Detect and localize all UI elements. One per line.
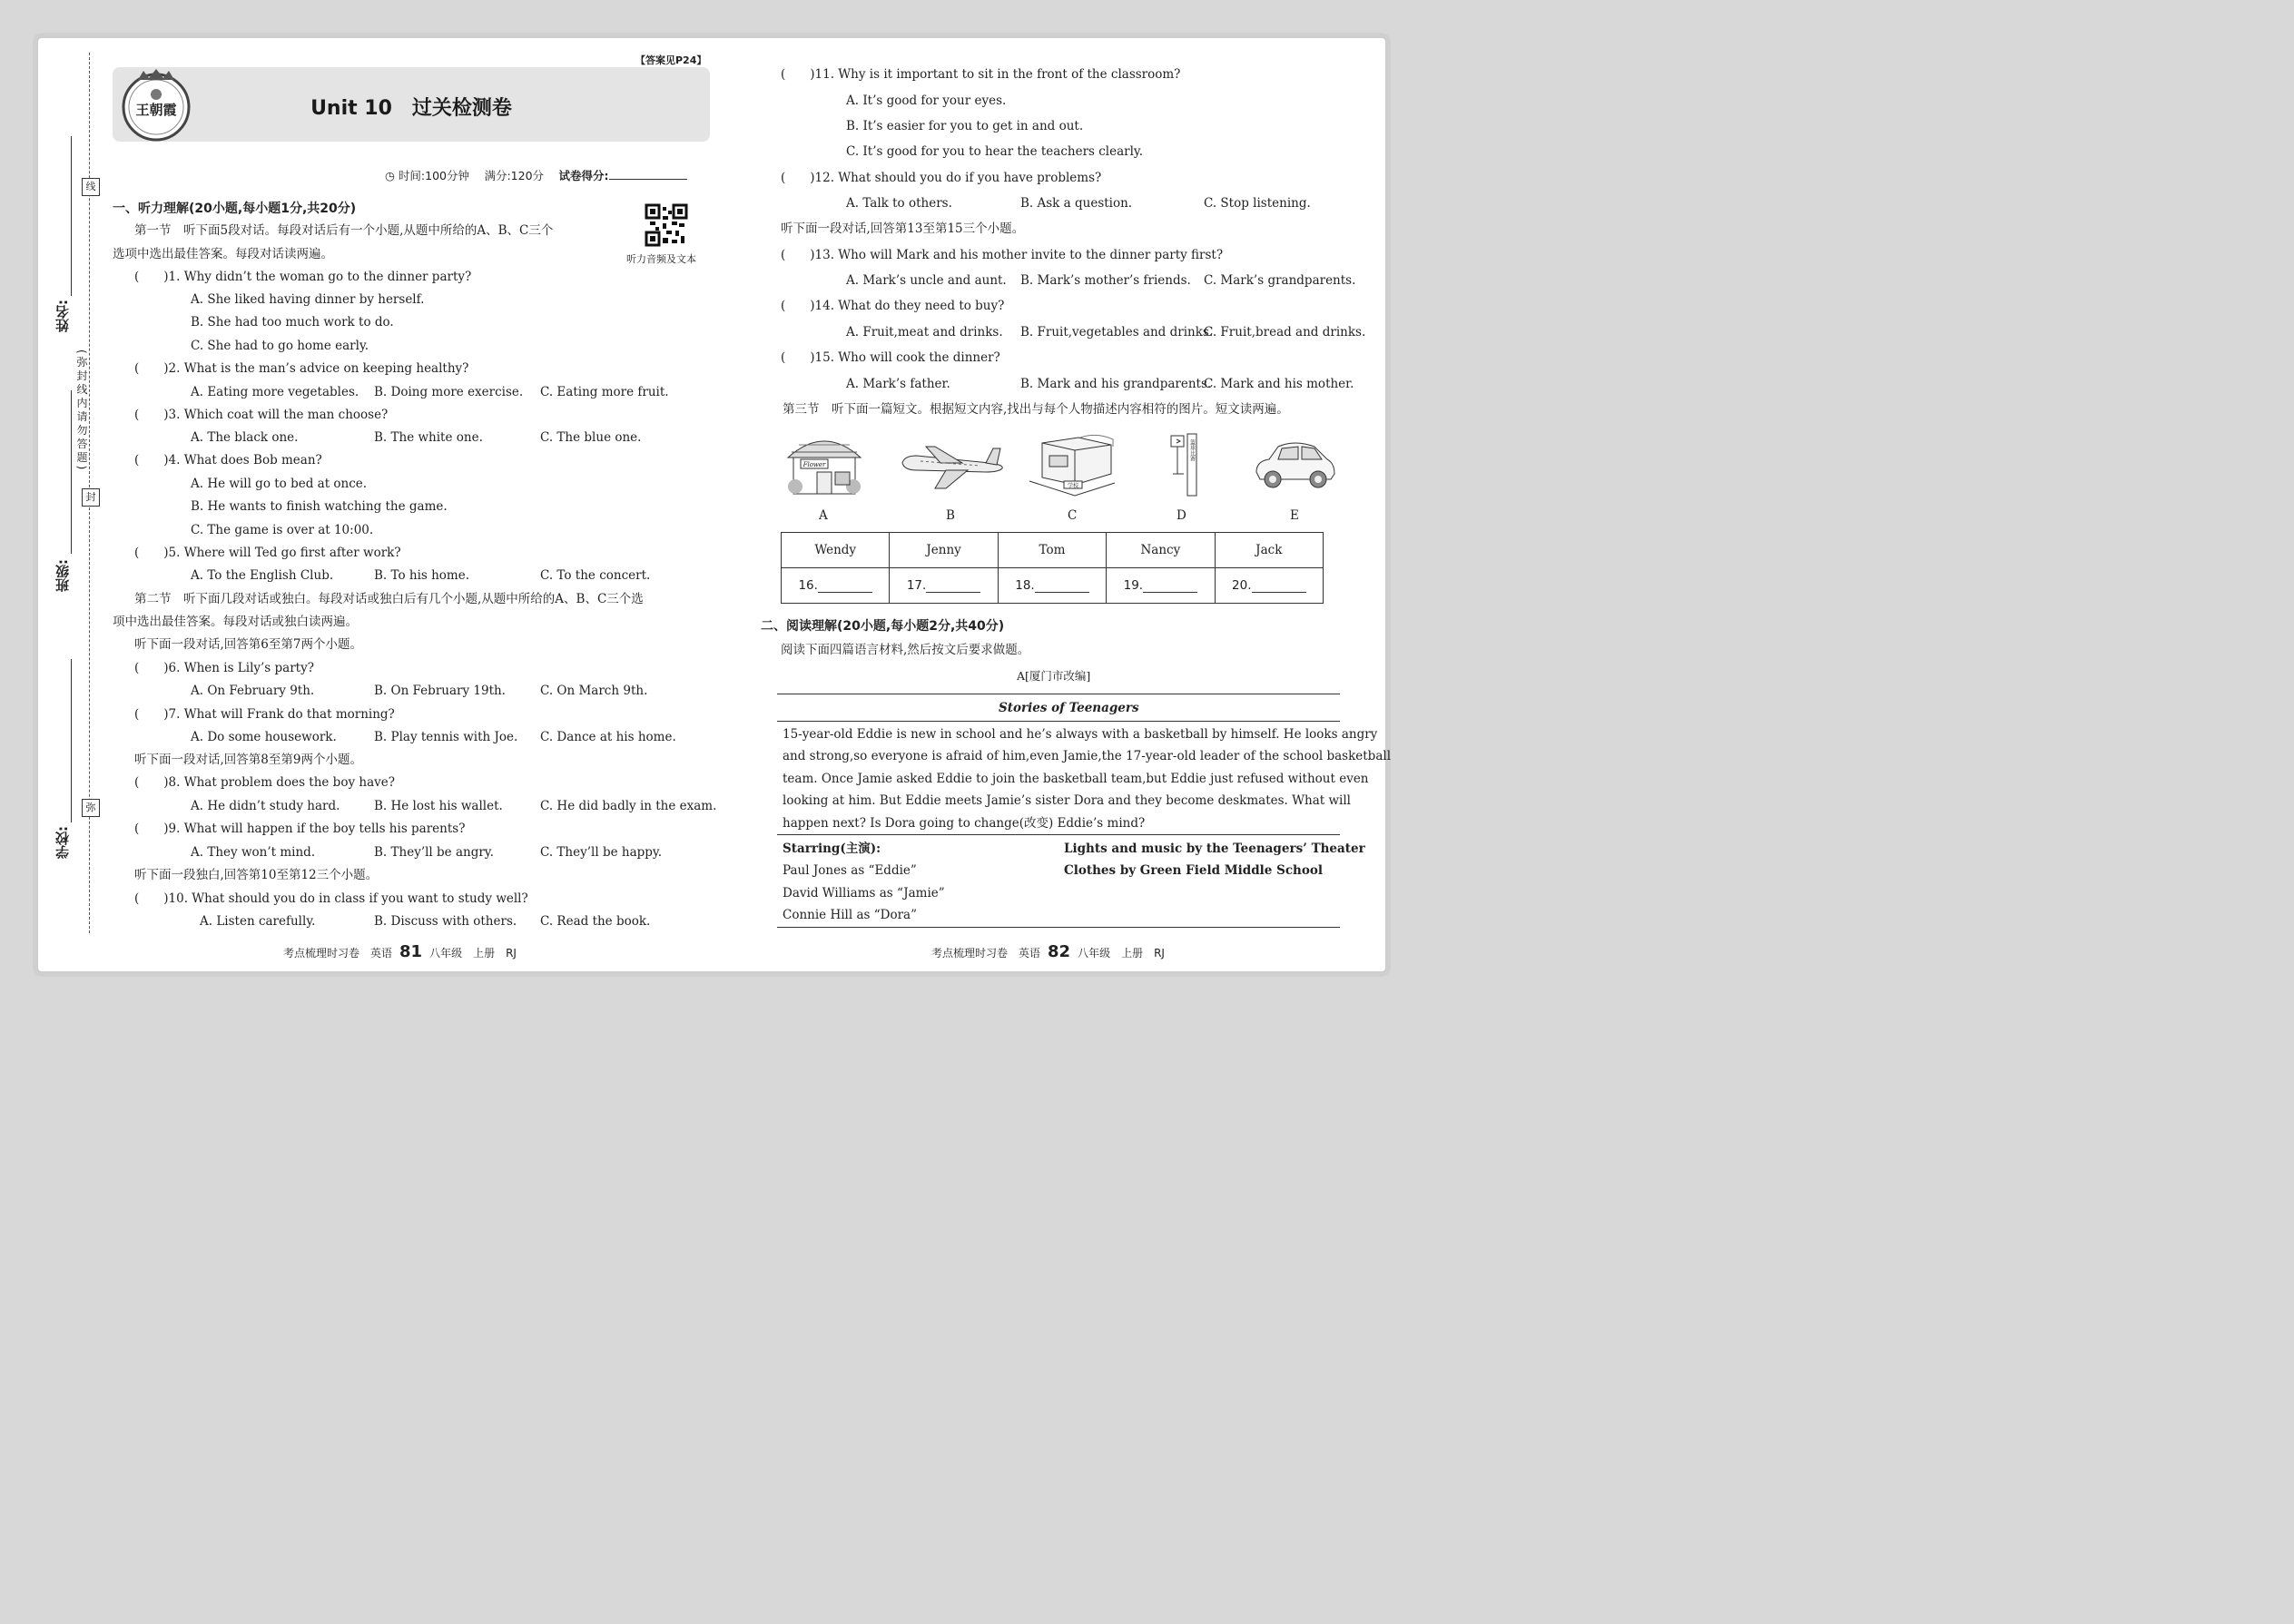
answer-blank-20[interactable] [1252, 579, 1306, 593]
q8-option-a: A. He didn’t study hard. [191, 799, 340, 813]
time-limit: 时间:100分钟 [398, 169, 469, 182]
table-header-jack: Jack [1215, 533, 1323, 568]
title-banner [113, 67, 710, 142]
q6-option-c: C. On March 9th. [540, 684, 648, 698]
seal-char-mi: 弥 [82, 799, 100, 817]
answer-number-17: 17. [906, 578, 927, 593]
q14-option-b: B. Fruit,vegetables and drinks. [1020, 325, 1214, 340]
question-2: ( )2. What is the man’s advice on keeping healthy? [134, 361, 469, 376]
sec2-instruction-1: 第二节 听下面几段对话或独白。每段对话或独白后有几个小题,从题中所给的A、B、C三个选 [134, 592, 644, 606]
q3-option-a: A. The black one. [191, 430, 299, 445]
answer-reference: 【答案见P24】 [635, 54, 707, 66]
question-10: ( )10. What should you do in class if you want to study well? [134, 891, 528, 906]
question-12: ( )12. What should you do if you have problems? [781, 171, 1102, 185]
q11-option-c: C. It’s good for you to hear the teachers clearly. [846, 144, 1144, 159]
q13-option-b: B. Mark’s mother’s friends. [1020, 273, 1191, 288]
question-14: ( )14. What do they need to buy? [781, 299, 1005, 313]
class-label: 班级: [54, 559, 71, 592]
credits-clothes: Clothes by Green Field Middle School [1064, 863, 1323, 878]
picture-label-a: A [819, 508, 828, 523]
q11-option-a: A. It’s good for your eyes. [846, 94, 1007, 108]
q1-option-c: C. She had to go home early. [191, 339, 369, 353]
school-picture [1024, 430, 1118, 499]
question-9: ( )9. What will happen if the boy tells his parents? [134, 822, 466, 836]
name-blank [71, 136, 72, 296]
story-title: Stories of Teenagers [999, 701, 1139, 715]
q1-option-b: B. She had too much work to do. [191, 315, 394, 330]
sec1-instruction-1: 第一节 听下面5段对话。每段对话后有一个小题,从题中所给的A、B、C三个 [134, 223, 554, 238]
q3-option-b: B. The white one. [374, 430, 483, 445]
q14-option-c: C. Fruit,bread and drinks. [1204, 325, 1366, 340]
page-title: Unit 10 过关检测卷 [310, 97, 512, 120]
exam-meta [385, 167, 687, 183]
answer-blank-19[interactable] [1143, 579, 1197, 593]
score-label: 试卷得分: [558, 169, 609, 182]
answer-number-20: 20. [1232, 578, 1252, 593]
seal-char-xian: 线 [82, 178, 100, 196]
seal-note: (弥封线内请勿答题) [75, 349, 88, 473]
qr-caption: 听力音频及文本 [626, 253, 696, 265]
part1-heading: 一、听力理解(20小题,每小题1分,共20分) [113, 202, 357, 216]
logo-text: 王朝霞 [135, 102, 177, 118]
starring-eddie: Paul Jones as “Eddie” [783, 863, 917, 878]
sec3-instruction: 第三节 听下面一篇短文。根据短文内容,找出与每个人物描述内容相符的图片。短文读两遍。 [783, 402, 1289, 417]
q12-option-b: B. Ask a question. [1020, 196, 1133, 211]
q8-option-b: B. He lost his wallet. [374, 799, 503, 813]
passage-a-label: A[厦门市改编] [1017, 669, 1091, 683]
q13-option-c: C. Mark’s grandparents. [1204, 273, 1356, 288]
q14-option-a: A. Fruit,meat and drinks. [846, 325, 1003, 340]
q2-option-b: B. Doing more exercise. [374, 385, 524, 399]
q8-option-c: C. He did badly in the exam. [540, 799, 717, 813]
footer-right-subject: 考点梳理时习卷 英语 [931, 947, 1041, 960]
answer-number-18: 18. [1015, 578, 1035, 593]
full-score: 满分:120分 [484, 169, 545, 182]
question-5: ( )5. Where will Ted go first after work? [134, 546, 401, 560]
q15-option-a: A. Mark’s father. [846, 377, 950, 391]
passage-mid-rule [777, 834, 1340, 835]
instruction-13-15: 听下面一段对话,回答第13至第15三个小题。 [781, 221, 1025, 236]
q7-option-c: C. Dance at his home. [540, 730, 676, 744]
q2-option-a: A. Eating more vegetables. [191, 385, 359, 399]
answer-blank-18[interactable] [1035, 579, 1089, 593]
part2-intro: 阅读下面四篇语言材料,然后按文后要求做题。 [781, 643, 1030, 657]
answer-cell-16[interactable] [782, 568, 890, 604]
name-label: 姓名: [54, 300, 71, 332]
table-header-jenny: Jenny [890, 533, 998, 568]
picture-label-e: E [1290, 508, 1299, 523]
table-header-nancy: Nancy [1107, 533, 1215, 568]
question-7: ( )7. What will Frank do that morning? [134, 707, 395, 722]
q4-option-a: A. He will go to bed at once. [191, 477, 368, 491]
passage-line-1: 15-year-old Eddie is new in school and he’s always with a basketball by himself. He looks angry [783, 727, 1378, 742]
answer-blank-17[interactable] [926, 579, 980, 593]
answer-number-16: 16. [798, 578, 818, 593]
publisher-logo-icon [118, 67, 194, 143]
answer-blank-16[interactable] [818, 579, 872, 593]
q5-option-b: B. To his home. [374, 568, 470, 583]
q9-option-a: A. They won’t mind. [191, 845, 316, 860]
page-number-81: 81 [399, 942, 423, 961]
starring-dora: Connie Hill as “Dora” [783, 908, 917, 922]
sec1-instruction-2: 选项中选出最佳答案。每段对话读两遍。 [113, 247, 333, 261]
question-3: ( )3. Which coat will the man choose? [134, 408, 389, 422]
q11-option-b: B. It’s easier for you to get in and out. [846, 119, 1084, 133]
q6-option-b: B. On February 19th. [374, 684, 506, 698]
flower-sign: Flower [802, 461, 826, 468]
part2-heading: 二、阅读理解(20小题,每小题2分,共40分) [761, 619, 1005, 634]
class-blank [71, 390, 72, 554]
score-blank[interactable] [609, 168, 687, 180]
picture-label-b: B [946, 508, 955, 523]
question-4: ( )4. What does Bob mean? [134, 453, 322, 468]
credits-lights: Lights and music by the Teenagers’ Theater [1064, 842, 1365, 856]
footer-right-grade: 八年级 上册 RJ [1078, 947, 1165, 960]
passage-line-3: team. Once Jamie asked Eddie to join the basketball team,but Eddie just refused without even [783, 772, 1369, 786]
question-6: ( )6. When is Lily’s party? [134, 661, 314, 675]
q2-option-c: C. Eating more fruit. [540, 385, 669, 399]
instruction-8-9: 听下面一段对话,回答第8至第9两个小题。 [134, 753, 362, 767]
sec2-instruction-2: 项中选出最佳答案。每段对话或独白读两遍。 [113, 615, 358, 629]
table-header-wendy: Wendy [782, 533, 890, 568]
qr-code-icon[interactable] [645, 203, 688, 247]
basketball-sign-text: 篮球比赛 [1188, 439, 1196, 461]
q12-option-c: C. Stop listening. [1204, 196, 1311, 211]
flower-shop-picture [781, 430, 868, 499]
q12-option-a: A. Talk to others. [846, 196, 952, 211]
q9-option-b: B. They’ll be angry. [374, 845, 494, 860]
q13-option-a: A. Mark’s uncle and aunt. [846, 273, 1007, 288]
q10-option-a: A. Listen carefully. [200, 914, 316, 929]
answer-number-19: 19. [1123, 578, 1144, 593]
q9-option-c: C. They’ll be happy. [540, 845, 663, 860]
passage-line-4: looking at him. But Eddie meets Jamie’s sister Dora and they become deskmates. What will [783, 793, 1351, 808]
question-1: ( )1. Why didn’t the woman go to the dinner party? [134, 270, 472, 284]
instruction-10-12: 听下面一段独白,回答第10至第12三个小题。 [134, 868, 379, 882]
answer-cell-20[interactable] [1215, 568, 1323, 604]
picture-label-c: C [1068, 508, 1078, 523]
question-13: ( )13. Who will Mark and his mother invite to the dinner party first? [781, 248, 1224, 262]
instruction-6-7: 听下面一段对话,回答第6至第7两个小题。 [134, 637, 362, 652]
q5-option-c: C. To the concert. [540, 568, 651, 583]
airplane-picture [899, 443, 1008, 492]
q15-option-c: C. Mark and his mother. [1204, 377, 1354, 391]
school-label: 学校: [54, 826, 71, 859]
starring-label: Starring(主演): [783, 842, 881, 856]
q4-option-c: C. The game is over at 10:00. [191, 523, 374, 537]
table-header-tom: Tom [998, 533, 1106, 568]
basketball-sign-picture [1164, 430, 1200, 499]
footer-left [283, 942, 517, 961]
answer-cell-18[interactable] [998, 568, 1106, 604]
passage-title-rule [777, 721, 1340, 722]
passage-bottom-rule [777, 927, 1340, 928]
q10-option-c: C. Read the book. [540, 914, 651, 929]
q3-option-c: C. The blue one. [540, 430, 642, 445]
car-picture [1251, 436, 1338, 494]
q1-option-a: A. She liked having dinner by herself. [191, 292, 425, 307]
starring-jamie: David Williams as “Jamie” [783, 886, 945, 901]
footer-left-grade: 八年级 上册 RJ [429, 947, 517, 960]
picture-label-d: D [1177, 508, 1186, 523]
page-number-82: 82 [1048, 942, 1071, 961]
school-sign: 学校 [1067, 483, 1079, 489]
q15-option-b: B. Mark and his grandparents. [1020, 377, 1212, 391]
seal-char-feng: 封 [82, 488, 100, 507]
school-blank [71, 659, 72, 822]
footer-left-subject: 考点梳理时习卷 英语 [283, 947, 393, 960]
passage-line-2: and strong,so everyone is afraid of him,even Jamie,the 17-year-old leader of the school basketball [783, 749, 1392, 763]
matching-answer-table [781, 532, 1324, 604]
question-8: ( )8. What problem does the boy have? [134, 775, 395, 790]
passage-line-5: happen next? Is Dora going to change(改变) Eddie’s mind? [783, 816, 1146, 831]
question-11: ( )11. Why is it important to sit in the front of the classroom? [781, 67, 1181, 82]
answer-cell-17[interactable] [890, 568, 998, 604]
footer-right [931, 942, 1165, 961]
question-15: ( )15. Who will cook the dinner? [781, 350, 1000, 365]
q10-option-b: B. Discuss with others. [374, 914, 517, 929]
q4-option-b: B. He wants to finish watching the game. [191, 499, 448, 514]
answer-cell-19[interactable] [1107, 568, 1215, 604]
clock-icon: ◷ [385, 169, 395, 182]
q5-option-a: A. To the English Club. [191, 568, 334, 583]
q6-option-a: A. On February 9th. [191, 684, 315, 698]
q7-option-b: B. Play tennis with Joe. [374, 730, 518, 744]
q7-option-a: A. Do some housework. [191, 730, 337, 744]
